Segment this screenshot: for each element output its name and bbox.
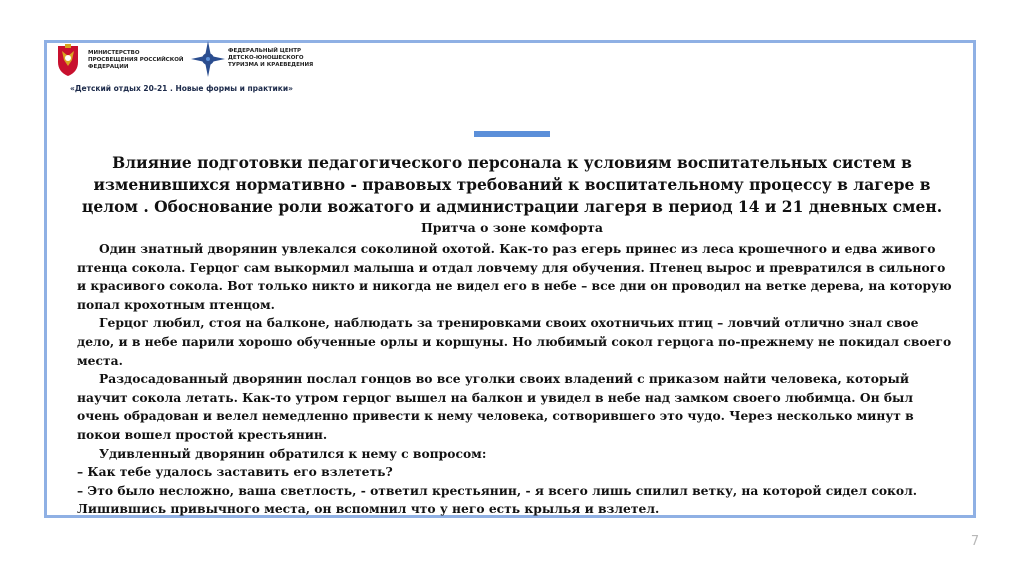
dialogue-line: – Как тебе удалось заставить его взлететь? [77,464,393,480]
parable-title: Притча о зоне комфорта [420,220,604,235]
paragraph: Один знатный дворянин увлекался соколиной охотой. Как-то раз егерь принес из леса крошечного и едва живого птенца сокола. Герцог сам выкормил малыша и отдал ловчему для обучения. Птенец вырос и превратился в сильного и красивого сокола. Вот только никто и никогда не видел его в небе – все дни он проводил на ветке дерева, на которую попал крохотным птенцом. [77,241,952,312]
compass-star-icon [190,40,226,78]
parable-text [77,240,957,519]
page-number: 7 [970,534,980,549]
russian-emblem-icon [52,42,84,78]
header-logos [52,38,312,100]
paragraph: Раздосадованный дворянин послал гонцов во все уголки своих владений с приказом найти человека, который научит сокола летать. Как-то утром герцог вышел на балкон и увидел в небе над замком своего любимца. Он был очень обрадован и велел немедленно привести к нему человека, сотворившего это чудо. Через несколько минут в покои вошел простой крестьянин. [77,371,914,442]
title-accent-bar [474,131,550,137]
center-name: ФЕДЕРАЛЬНЫЙ ЦЕНТР ДЕТСКО-ЮНОШЕСКОГО ТУРИЗМА И КРАЕВЕДЕНИЯ [228,48,314,68]
dialogue-line: – Это было несложно, ваша светлость, - ответил крестьянин, - я всего лишь спилил ветку, на которой сидел сокол. [77,482,918,498]
paragraph: Герцог любил, стоя на балконе, наблюдать за тренировками своих охотничьих птиц – ловчий отлично знал свое дело, и в небе парили хорошо обученные орлы и коршуны. Но любимый сокол герцога по-прежнему не покидал своего места. [77,315,952,368]
event-caption: «Детский отдых 20-21 . Новые формы и практики» [70,84,293,93]
paragraph: Удивленный дворянин обратился к нему с вопросом: [99,445,487,461]
slide-title: Влияние подготовки педагогического персонала к условиям воспитательных систем в изменившихся нормативно - правовых требований к воспитательному процессу в лагере в целом . Обоснование роли вожатого и администрации лагеря в период 14 и 21 дневных смен. [81,153,943,216]
ministry-name: МИНИСТЕРСТВО ПРОСВЕЩЕНИЯ РОССИЙСКОЙ ФЕДЕРАЦИИ [88,50,184,70]
paragraph: Лишившись привычного места, он вспомнил что у него есть крылья и взлетел. [77,501,660,517]
